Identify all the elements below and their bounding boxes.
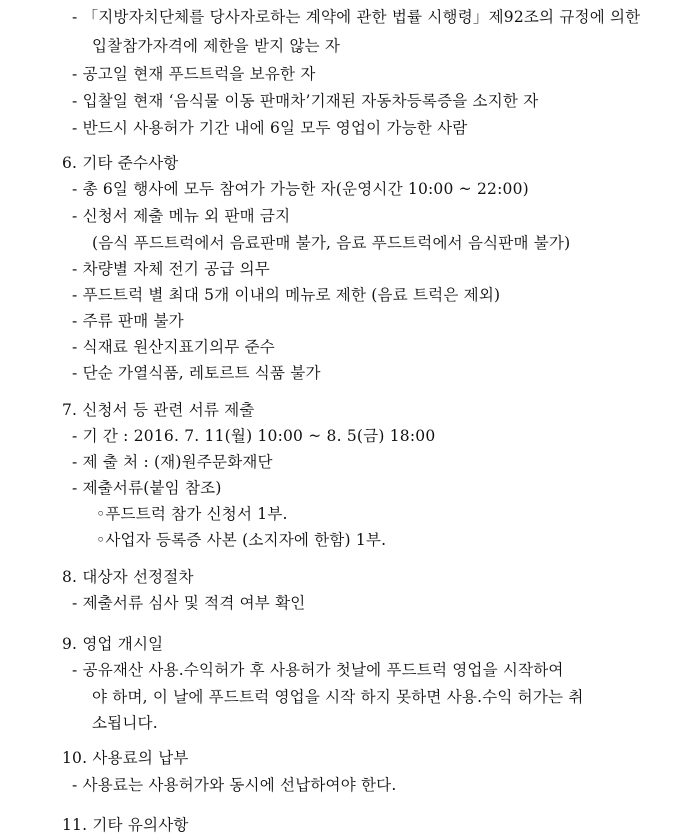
rule-menu-limit: - 푸드트럭 별 최대 5개 이내의 메뉴로 제한 (음료 트럭은 제외) — [72, 286, 501, 304]
fee-payment-rule: - 사용료는 사용허가와 동시에 선납하여야 한다. — [72, 776, 397, 794]
rule-participation: - 총 6일 행사에 모두 참여가 가능한 자(운영시간 10:00 ~ 22:00) — [72, 180, 529, 198]
eligibility-law-clause: - 「지방자치단체를 당사자로하는 계약에 관한 법률 시행령」제92조의 규정에 의한 — [72, 8, 641, 26]
rule-no-retort: - 단순 가열식품, 레토르트 식품 불가 — [72, 364, 321, 382]
eligibility-six-days: - 반드시 사용허가 기간 내에 6일 모두 영업이 가능한 사람 — [72, 119, 468, 137]
submission-place: - 제 출 처 : (재)원주문화재단 — [72, 453, 273, 471]
start-date-rule: - 공유재산 사용.수익허가 후 사용허가 첫날에 푸드트럭 영업을 시작하여 — [72, 661, 564, 679]
section-10-heading: 10. 사용료의 납부 — [62, 749, 189, 767]
submission-period: - 기 간 : 2016. 7. 11(월) 10:00 ~ 8. 5(금) 18:00 — [72, 427, 436, 445]
section-9-heading: 9. 영업 개시일 — [62, 635, 164, 653]
section-11-heading: 11. 기타 유의사항 — [62, 816, 189, 834]
rule-power-supply: - 차량별 자체 전기 공급 의무 — [72, 260, 270, 278]
section-8-heading: 8. 대상자 선정절차 — [62, 568, 194, 586]
section-6-heading: 6. 기타 준수사항 — [62, 154, 179, 172]
rule-menu-restriction: - 신청서 제출 메뉴 외 판매 금지 — [72, 207, 291, 225]
rule-menu-restriction-note: (음식 푸드트럭에서 음료판매 불가, 음료 푸드트럭에서 음식판매 불가) — [92, 234, 571, 252]
document-application-form: ◦푸드트럭 참가 신청서 1부. — [96, 505, 288, 523]
eligibility-vehicle-registration: - 입찰일 현재 ‘음식물 이동 판매차’기재된 자동차등록증을 소지한 자 — [72, 92, 539, 110]
selection-review: - 제출서류 심사 및 적격 여부 확인 — [72, 594, 306, 612]
rule-origin-label: - 식재료 원산지표기의무 준수 — [72, 338, 275, 356]
rule-no-alcohol: - 주류 판매 불가 — [72, 312, 184, 330]
start-date-rule-cont-2: 소됩니다. — [92, 714, 158, 732]
eligibility-foodtruck-owner: - 공고일 현재 푸드트럭을 보유한 자 — [72, 65, 316, 83]
submission-documents: - 제출서류(붙임 참조) — [72, 479, 222, 497]
start-date-rule-cont-1: 야 하며, 이 날에 푸드트럭 영업을 시작 하지 못하면 사용.수익 허가는 취 — [92, 688, 584, 706]
section-7-heading: 7. 신청서 등 관련 서류 제출 — [62, 401, 255, 419]
eligibility-law-clause-cont: 입찰참가자격에 제한을 받지 않는 자 — [92, 37, 341, 55]
document-business-registration: ◦사업자 등록증 사본 (소지자에 한함) 1부. — [96, 531, 387, 549]
